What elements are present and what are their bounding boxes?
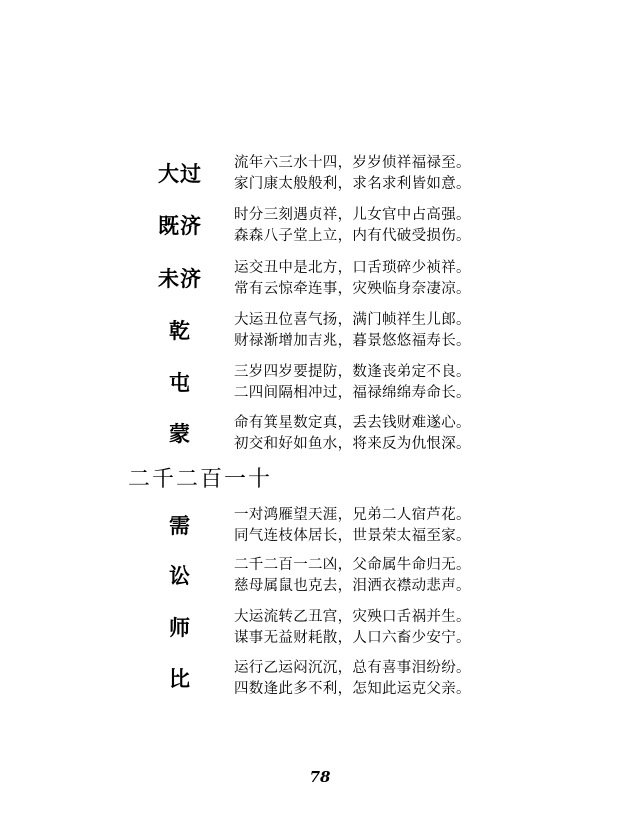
entry-daguo bbox=[0, 153, 640, 197]
hexagram-name: 未济 bbox=[158, 266, 202, 291]
verse-line-2: 谋事无益财耗散，人口六畜少安宁。 bbox=[234, 630, 471, 646]
hexagram-name: 需 bbox=[169, 513, 191, 538]
page-number: 78 bbox=[309, 768, 331, 786]
verse-line-1: 命有箕星数定真，丢去钱财难遂心。 bbox=[234, 415, 471, 431]
hexagram-name: 师 bbox=[169, 615, 191, 640]
verse-line-1: 大运丑位喜气扬，满门帧祥生儿郎。 bbox=[234, 312, 471, 328]
entry-weiji bbox=[0, 258, 640, 302]
verse-line-2: 家门康太般般利，求名求利皆如意。 bbox=[234, 176, 471, 192]
verse-line-1: 一对鸿雁望天涯，兄弟二人宿芦花。 bbox=[234, 507, 471, 523]
entry-jiji bbox=[0, 205, 640, 249]
verse-line-2: 财禄渐增加吉兆，暮景悠悠福寿长。 bbox=[234, 333, 471, 349]
entry-shi bbox=[0, 607, 640, 651]
verse-line-1: 大运流转乙丑宫，灾殃口舌祸并生。 bbox=[234, 609, 471, 625]
verse-line-1: 运交丑中是北方，口舌琐碎少祯祥。 bbox=[234, 260, 471, 276]
verse-line-1: 时分三刻遇贞祥，儿女官中占高强。 bbox=[234, 207, 471, 223]
verse-line-1: 运行乙运闷沉沉，总有喜事泪纷纷。 bbox=[234, 660, 471, 676]
hexagram-name: 蒙 bbox=[169, 421, 191, 446]
entry-zhun bbox=[0, 362, 640, 406]
hexagram-name: 讼 bbox=[169, 563, 191, 588]
verse-line-2: 初交和好如鱼水，将来反为仇恨深。 bbox=[234, 436, 471, 452]
verse-line-2: 常有云惊牵连事，灾殃临身奈凄凉。 bbox=[234, 281, 471, 297]
section-heading: 二千二百一十 bbox=[128, 467, 273, 492]
entry-xu bbox=[0, 505, 640, 549]
entry-bi bbox=[0, 658, 640, 702]
verse-line-2: 二四间隔相冲过，福禄绵绵寿命长。 bbox=[234, 385, 471, 401]
verse-line-2: 同气连枝体居长，世景荣太福至家。 bbox=[234, 528, 471, 544]
verse-line-2: 四数逢此多不利，怎知此运克父亲。 bbox=[234, 681, 471, 697]
verse-line-1: 流年六三水十四，岁岁侦祥福禄至。 bbox=[234, 155, 471, 171]
entry-qian bbox=[0, 310, 640, 354]
entry-song bbox=[0, 555, 640, 599]
hexagram-name: 既济 bbox=[158, 213, 202, 238]
hexagram-name: 比 bbox=[169, 666, 191, 691]
hexagram-name: 屯 bbox=[169, 370, 191, 395]
verse-line-1: 三岁四岁要提防，数逢丧弟定不良。 bbox=[234, 364, 471, 380]
hexagram-name: 大过 bbox=[158, 161, 202, 186]
verse-line-2: 慈母属鼠也克去，泪洒衣襟动悲声。 bbox=[234, 578, 471, 594]
verse-line-2: 森森八子堂上立，内有代破受损伤。 bbox=[234, 228, 471, 244]
entry-meng bbox=[0, 413, 640, 457]
verse-line-1: 二千二百一二凶，父命属牛命归无。 bbox=[234, 557, 471, 573]
hexagram-name: 乾 bbox=[169, 318, 191, 343]
